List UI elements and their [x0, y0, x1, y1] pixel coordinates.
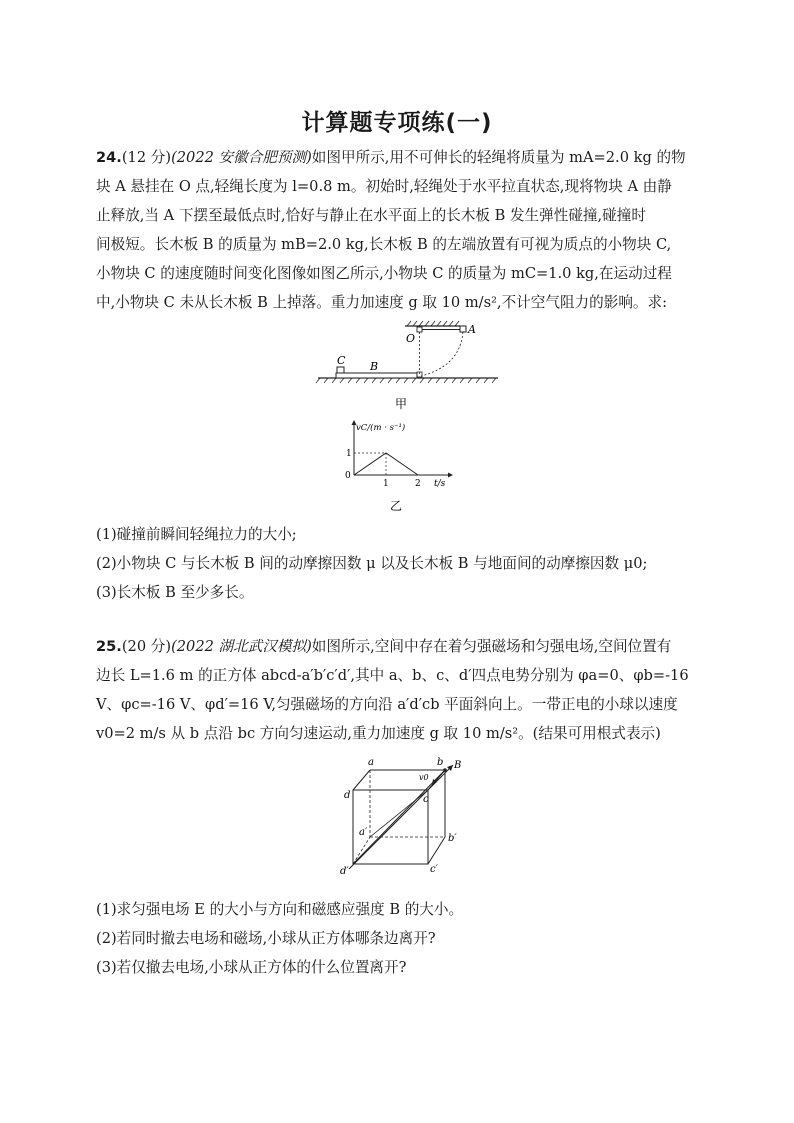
q24-text-4: 间极短。长木板 B 的质量为 mB=2.0 kg,长木板 B 的左端放置有可视为质点的小物块 C,: [96, 236, 672, 253]
q24-text-1: 如图甲所示,用不可伸长的轻绳将质量为 mA=2.0 kg 的物: [311, 149, 686, 166]
label-a: A: [468, 323, 476, 336]
label-b: b: [437, 757, 444, 768]
q25-source: (2022 湖北武汉模拟): [171, 638, 312, 655]
q25-stem: [96, 632, 702, 748]
edge-c2b2: [428, 837, 445, 864]
label-o: O: [406, 332, 416, 345]
q24-text-5: 小物块 C 的速度随时间变化图像如图乙所示,小物块 C 的质量为 mC=1.0 kg,在运动过程: [96, 265, 672, 282]
caption-yi: 乙: [390, 499, 403, 513]
figure-yi: [338, 415, 458, 515]
tick-x-2: 2: [415, 479, 421, 489]
figure-jia: [310, 318, 500, 410]
q24-sub-1: (1)碰撞前瞬间轻绳拉力的大小;: [96, 526, 297, 543]
q25-subquestions: [96, 895, 463, 982]
q24-subquestions: [96, 520, 647, 607]
edge-da: [353, 770, 370, 790]
q25-number: 25.: [96, 638, 122, 655]
q25-sub-2: (2)若同时撤去电场和磁场,小球从正方体哪条边离开?: [96, 930, 436, 947]
label-d-prime: d′: [340, 866, 349, 877]
label-c-prime: c′: [430, 864, 438, 875]
q24-source: (2022 安徽合肥预测): [171, 149, 312, 166]
q24-stem: [96, 143, 702, 317]
tick-y-1: 1: [346, 449, 352, 459]
q25-sub-3: (3)若仅撤去电场,小球从正方体的什么位置离开?: [96, 959, 407, 976]
label-b-field: B: [454, 760, 462, 771]
q25-text-1: 如图所示,空间中存在着匀强磁场和匀强电场,空间位置有: [311, 638, 672, 655]
q24-number: 24.: [96, 149, 122, 166]
q25-sub-1: (1)求匀强电场 E 的大小与方向和磁感应强度 B 的大小。: [96, 901, 464, 918]
label-v0: v0: [419, 773, 429, 782]
q24-score: (12 分): [121, 149, 172, 166]
tick-x-1: 1: [383, 479, 389, 489]
q24-sub-2: (2)小物块 C 与长木板 B 间的动摩擦因数 μ 以及长木板 B 与地面间的动摩擦因数 μ0;: [96, 555, 648, 572]
ground-hatch: [316, 378, 496, 383]
ceiling-hatch: [407, 321, 459, 326]
label-a: a: [368, 757, 374, 768]
q24-line-1: [96, 143, 702, 172]
block-c: [337, 367, 344, 373]
label-d: d: [344, 790, 351, 801]
caption-jia: 甲: [395, 397, 408, 410]
q24-text-6: 中,小物块 C 未从长木板 B 上掉落。重力加速度 g 取 10 m/s²,不计空气阻力的影响。求:: [96, 294, 668, 311]
ball: [443, 768, 447, 772]
q24-text-2: 块 A 悬挂在 O 点,轻绳长度为 l=0.8 m。初始时,轻绳处于水平拉直状态,现将物块 A 由静: [96, 178, 672, 195]
q24-sub-3: (3)长木板 B 至少多长。: [96, 584, 254, 601]
q25-text-3: V、φc=-16 V、φd′=16 V,匀强磁场的方向沿 a′d′cb 平面斜向上。一带正电的小球以速度: [96, 696, 678, 713]
pivot-point: [417, 327, 422, 332]
velocity-line: [354, 453, 418, 475]
q25-line-1: [96, 632, 702, 661]
swing-arc: [421, 332, 463, 376]
plane-line-1: [353, 770, 445, 864]
q25-score: (20 分): [121, 638, 172, 655]
label-b-prime: b′: [448, 833, 457, 844]
plane-line-2: [370, 790, 428, 837]
x-axis-label: t/s: [434, 479, 446, 489]
y-axis-label: vC/(m · s⁻¹): [356, 423, 406, 433]
q25-text-4: v0=2 m/s 从 b 点沿 bc 方向匀速运动,重力加速度 g 取 10 m/s²。(结果可用根式表示): [96, 725, 661, 742]
b-field-line: [349, 765, 453, 869]
label-c: C: [337, 354, 346, 367]
block-a: [460, 326, 466, 332]
label-a-prime: a′: [359, 827, 368, 838]
figure-cube: [333, 755, 468, 880]
x-axis-arrow: [448, 473, 453, 478]
label-b: B: [370, 360, 379, 373]
q24-text-3: 止释放,当 A 下摆至最低点时,恰好与静止在水平面上的长木板 B 发生弹性碰撞,碰撞时: [96, 207, 646, 224]
label-c: c: [423, 794, 429, 805]
page-title: 计算题专项练(一): [301, 110, 493, 136]
q25-text-2: 边长 L=1.6 m 的正方体 abcd-a′b′c′d′,其中 a、b、c、d′四点电势分别为 φa=0、φb=-16: [96, 667, 689, 684]
board-b: [336, 373, 417, 378]
tick-x-0: 0: [345, 471, 351, 481]
